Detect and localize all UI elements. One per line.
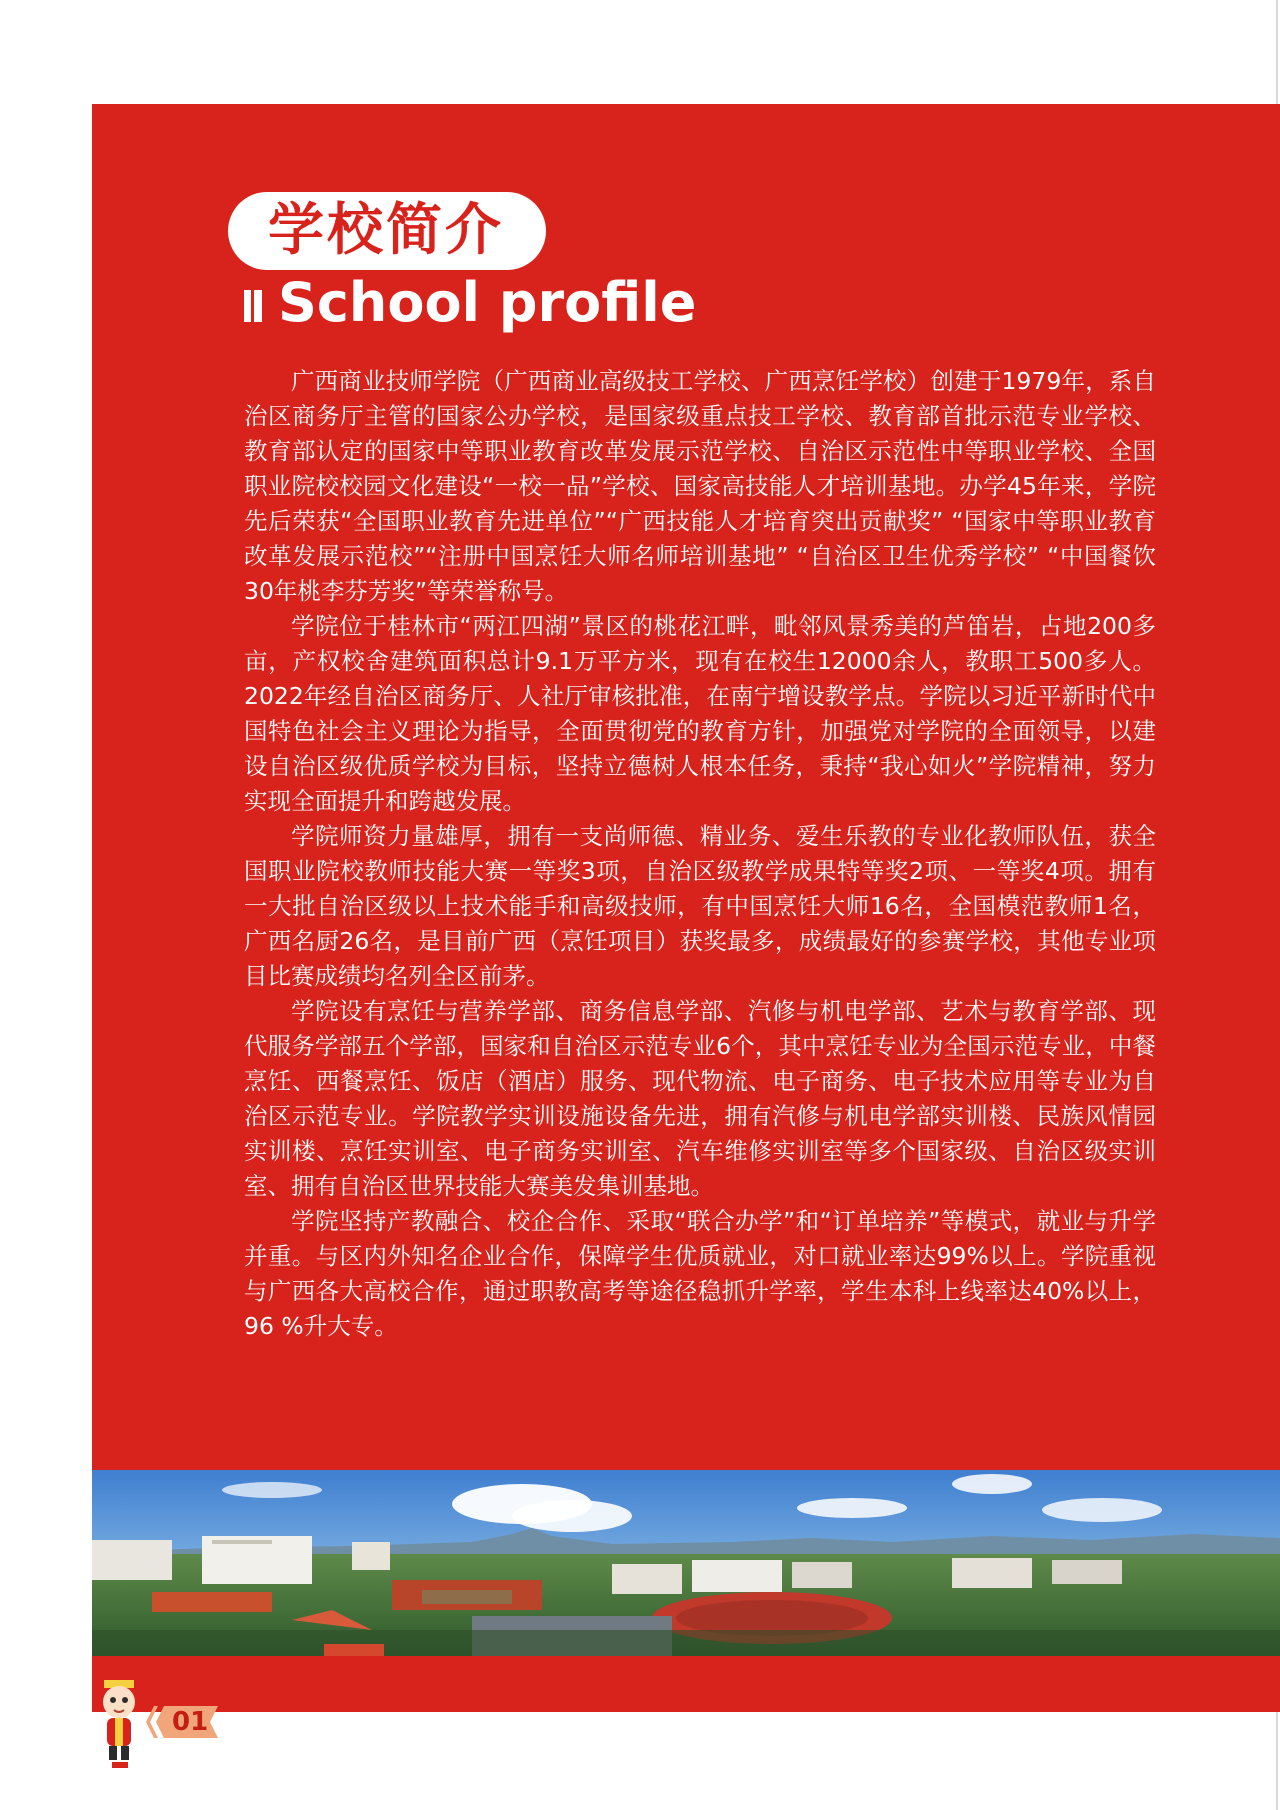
chef-mascot-icon [90, 1660, 148, 1772]
paragraph-employment: 学院坚持产教融合、校企合作、采取“联合办学”和“订单培养”等模式，就业与升学并重。与区内外知名企业合作，保障学生优质就业，对口就业率达99%以上。学院重视与广西各大高校合作，通过职教高考等途径稳抓升学率，学生本科上线率达40%以上，96 %升大专。 [244, 1207, 1156, 1340]
title-bar-marks-icon [244, 290, 264, 322]
page-title: 学校简介 [268, 198, 504, 263]
profile-text [244, 364, 1156, 1344]
paragraph-departments: 学院设有烹饪与营养学部、商务信息学部、汽修与机电学部、艺术与教育学部、现代服务学部五个学部，国家和自治区示范专业6个，其中烹饪专业为全国示范专业，中餐烹饪、西餐烹饪、饭店（酒店）服务、现代物流、电子商务、电子技术应用等专业为自治区示范专业。学院教学实训设施设备先进，拥有汽修与机电学部实训楼、民族风情园实训楼、烹饪实训室、电子商务实训室、汽车维修实训室等多个国家级、自治区级实训室、拥有自治区世界技能大赛美发集训基地。 [244, 997, 1156, 1200]
paragraph-faculty: 学院师资力量雄厚，拥有一支尚师德、精业务、爱生乐教的专业化教师队伍，获全国职业院校教师技能大赛一等奖3项，自治区级教学成果特等奖2项、一等奖4项。拥有一大批自治区级以上技术能手和高级技师，有中国烹饪大师16名，全国模范教师1名，广西名厨26名，是目前广西（烹饪项目）获奖最多，成绩最好的参赛学校，其他专业项目比赛成绩均名列全区前茅。 [244, 822, 1156, 990]
page-subtitle: School profile [278, 271, 697, 334]
title-badge [228, 192, 546, 270]
campus-panorama-image [92, 1470, 1280, 1656]
paragraph-location: 学院位于桂林市“两江四湖”景区的桃花江畔，毗邻风景秀美的芦笛岩，占地200多亩，产权校舍建筑面积总计9.1万平方米，现有在校生12000余人，教职工500多人。2022年经自治区商务厅、人社厅审核批准，在南宁增设教学点。学院以习近平新时代中国特色社会主义理论为指导，全面贯彻党的教育方针，加强党对学院的全面领导，以建设自治区级优质学校为目标，坚持立德树人根本任务，秉持“我心如火”学院精神，努力实现全面提升和跨越发展。 [244, 612, 1156, 815]
page-number: 01 [172, 1707, 209, 1737]
paragraph-intro: 广西商业技师学院（广西商业高级技工学校、广西烹饪学校）创建于1979年，系自治区商务厅主管的国家公办学校，是国家级重点技工学校、教育部首批示范专业学校、教育部认定的国家中等职业教育改革发展示范学校、自治区示范性中等职业学校、全国职业院校校园文化建设“一校一品”学校、国家高技能人才培训基地。办学45年来，学院先后荣获“全国职业教育先进单位”“广西技能人才培育突出贡献奖” “国家中等职业教育改革发展示范校”“注册中国烹饪大师名师培训基地” “自治区卫生优秀学校” “中国餐饮30年桃李芬芳奖”等荣誉称号。 [244, 367, 1156, 605]
